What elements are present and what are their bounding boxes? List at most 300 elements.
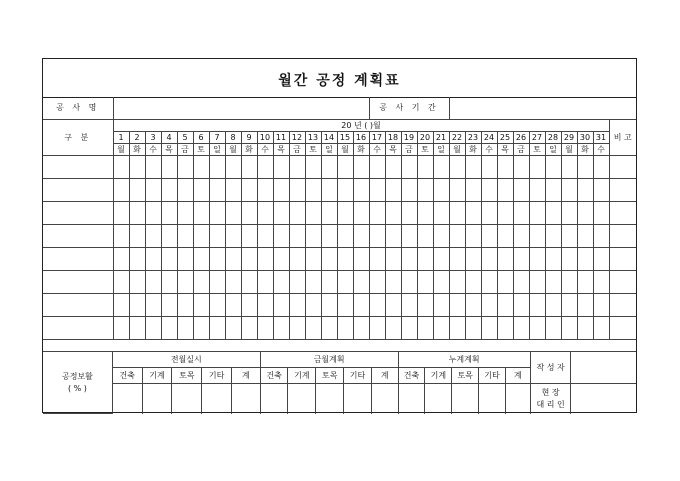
- day-cell[interactable]: [369, 224, 385, 247]
- day-cell[interactable]: [465, 155, 481, 178]
- rate-value-cell[interactable]: [288, 384, 316, 414]
- day-cell[interactable]: [209, 247, 225, 270]
- day-cell[interactable]: [241, 293, 257, 316]
- day-cell[interactable]: [417, 178, 433, 201]
- day-cell[interactable]: [289, 178, 305, 201]
- remarks-cell[interactable]: [609, 201, 636, 224]
- day-cell[interactable]: [593, 293, 609, 316]
- day-cell[interactable]: [385, 293, 401, 316]
- remarks-cell[interactable]: [609, 293, 636, 316]
- day-cell[interactable]: [353, 270, 369, 293]
- site-agent-field[interactable]: [571, 384, 636, 414]
- day-cell[interactable]: [145, 201, 161, 224]
- day-cell[interactable]: [241, 247, 257, 270]
- day-cell[interactable]: [417, 293, 433, 316]
- day-cell[interactable]: [289, 224, 305, 247]
- day-cell[interactable]: [129, 155, 145, 178]
- day-cell[interactable]: [497, 201, 513, 224]
- day-cell[interactable]: [465, 224, 481, 247]
- day-cell[interactable]: [369, 293, 385, 316]
- day-cell[interactable]: [321, 293, 337, 316]
- day-cell[interactable]: [321, 316, 337, 339]
- day-cell[interactable]: [577, 270, 593, 293]
- day-cell[interactable]: [593, 155, 609, 178]
- rate-value-cell[interactable]: [232, 384, 261, 414]
- day-cell[interactable]: [513, 247, 529, 270]
- day-cell[interactable]: [305, 178, 321, 201]
- day-cell[interactable]: [577, 178, 593, 201]
- day-cell[interactable]: [401, 247, 417, 270]
- day-cell[interactable]: [449, 201, 465, 224]
- day-cell[interactable]: [129, 178, 145, 201]
- day-cell[interactable]: [353, 155, 369, 178]
- day-cell[interactable]: [241, 270, 257, 293]
- day-cell[interactable]: [193, 224, 209, 247]
- day-cell[interactable]: [273, 270, 289, 293]
- day-cell[interactable]: [369, 178, 385, 201]
- day-cell[interactable]: [545, 178, 561, 201]
- day-cell[interactable]: [273, 155, 289, 178]
- category-cell[interactable]: [43, 201, 113, 224]
- day-cell[interactable]: [257, 293, 273, 316]
- category-cell[interactable]: [43, 155, 113, 178]
- day-cell[interactable]: [433, 293, 449, 316]
- day-cell[interactable]: [161, 224, 177, 247]
- day-cell[interactable]: [305, 224, 321, 247]
- day-cell[interactable]: [273, 293, 289, 316]
- rate-value-cell[interactable]: [142, 384, 172, 414]
- day-cell[interactable]: [305, 247, 321, 270]
- day-cell[interactable]: [145, 316, 161, 339]
- day-cell[interactable]: [369, 270, 385, 293]
- day-cell[interactable]: [129, 270, 145, 293]
- day-cell[interactable]: [225, 224, 241, 247]
- day-cell[interactable]: [129, 201, 145, 224]
- day-cell[interactable]: [481, 224, 497, 247]
- day-cell[interactable]: [561, 270, 577, 293]
- day-cell[interactable]: [257, 224, 273, 247]
- day-cell[interactable]: [545, 201, 561, 224]
- day-cell[interactable]: [513, 201, 529, 224]
- day-cell[interactable]: [433, 316, 449, 339]
- day-cell[interactable]: [401, 224, 417, 247]
- group-current-plan: 금월계획: [260, 352, 398, 368]
- day-cell[interactable]: [113, 270, 129, 293]
- day-cell[interactable]: [449, 178, 465, 201]
- remarks-cell[interactable]: [609, 247, 636, 270]
- day-cell[interactable]: [465, 316, 481, 339]
- day-cell[interactable]: [529, 178, 545, 201]
- day-cell[interactable]: [529, 293, 545, 316]
- day-cell[interactable]: [193, 155, 209, 178]
- day-cell[interactable]: [545, 247, 561, 270]
- day-cell[interactable]: [209, 270, 225, 293]
- day-cell[interactable]: [225, 270, 241, 293]
- weekday-label: 월: [561, 143, 577, 155]
- day-cell[interactable]: [273, 178, 289, 201]
- rate-value-cell[interactable]: [371, 384, 398, 414]
- day-cell[interactable]: [177, 224, 193, 247]
- day-cell[interactable]: [113, 178, 129, 201]
- day-cell[interactable]: [225, 247, 241, 270]
- day-cell[interactable]: [113, 247, 129, 270]
- day-cell[interactable]: [385, 201, 401, 224]
- day-cell[interactable]: [305, 201, 321, 224]
- weekday-label: 화: [577, 143, 593, 155]
- remarks-cell[interactable]: [609, 316, 636, 339]
- day-cell[interactable]: [529, 155, 545, 178]
- rate-value-cell[interactable]: [316, 384, 344, 414]
- day-cell[interactable]: [177, 293, 193, 316]
- day-cell[interactable]: [273, 224, 289, 247]
- day-cell[interactable]: [593, 178, 609, 201]
- day-cell[interactable]: [177, 178, 193, 201]
- day-cell[interactable]: [193, 201, 209, 224]
- remarks-cell[interactable]: [609, 178, 636, 201]
- day-cell[interactable]: [321, 270, 337, 293]
- day-cell[interactable]: [369, 201, 385, 224]
- weekday-label: 수: [481, 143, 497, 155]
- schedule-row: [43, 201, 636, 224]
- category-cell[interactable]: [43, 224, 113, 247]
- day-cell[interactable]: [385, 178, 401, 201]
- day-cell[interactable]: [497, 293, 513, 316]
- day-cell[interactable]: [385, 224, 401, 247]
- day-cell[interactable]: [481, 178, 497, 201]
- day-cell[interactable]: [433, 224, 449, 247]
- day-cell[interactable]: [193, 178, 209, 201]
- category-header: 기타: [202, 368, 232, 384]
- rate-value-cell[interactable]: [505, 384, 530, 414]
- weekday-label: 화: [353, 143, 369, 155]
- weekday-label: 화: [129, 143, 145, 155]
- day-cell[interactable]: [433, 178, 449, 201]
- day-cell[interactable]: [225, 316, 241, 339]
- day-cell[interactable]: [449, 224, 465, 247]
- day-cell[interactable]: [481, 247, 497, 270]
- day-cell[interactable]: [337, 155, 353, 178]
- day-cell[interactable]: [273, 247, 289, 270]
- day-cell[interactable]: [449, 316, 465, 339]
- day-cell[interactable]: [145, 155, 161, 178]
- title-area: [43, 59, 636, 98]
- rate-value-cell[interactable]: [112, 384, 142, 414]
- day-number: 3: [145, 131, 161, 143]
- day-cell[interactable]: [289, 155, 305, 178]
- day-cell[interactable]: [577, 316, 593, 339]
- day-cell[interactable]: [593, 201, 609, 224]
- day-cell[interactable]: [449, 247, 465, 270]
- day-cell[interactable]: [513, 316, 529, 339]
- day-cell[interactable]: [497, 178, 513, 201]
- day-cell[interactable]: [513, 178, 529, 201]
- rate-value-cell[interactable]: [172, 384, 202, 414]
- day-cell[interactable]: [321, 201, 337, 224]
- day-cell[interactable]: [337, 224, 353, 247]
- day-cell[interactable]: [561, 201, 577, 224]
- day-cell[interactable]: [113, 316, 129, 339]
- day-cell[interactable]: [385, 316, 401, 339]
- day-cell[interactable]: [577, 224, 593, 247]
- day-cell[interactable]: [481, 201, 497, 224]
- day-cell[interactable]: [353, 293, 369, 316]
- day-cell[interactable]: [529, 247, 545, 270]
- rate-value-cell[interactable]: [398, 384, 425, 414]
- day-cell[interactable]: [113, 155, 129, 178]
- remarks-cell[interactable]: [609, 270, 636, 293]
- day-cell[interactable]: [145, 270, 161, 293]
- project-name-field[interactable]: [113, 97, 369, 119]
- day-cell[interactable]: [401, 201, 417, 224]
- remarks-cell[interactable]: [609, 155, 636, 178]
- day-cell[interactable]: [193, 247, 209, 270]
- day-cell[interactable]: [545, 270, 561, 293]
- day-cell[interactable]: [513, 293, 529, 316]
- rate-value-cell[interactable]: [202, 384, 232, 414]
- day-cell[interactable]: [289, 293, 305, 316]
- day-cell[interactable]: [561, 224, 577, 247]
- day-cell[interactable]: [465, 178, 481, 201]
- day-cell[interactable]: [561, 316, 577, 339]
- day-cell[interactable]: [353, 178, 369, 201]
- day-cell[interactable]: [465, 293, 481, 316]
- day-cell[interactable]: [497, 224, 513, 247]
- day-cell[interactable]: [209, 224, 225, 247]
- day-cell[interactable]: [161, 155, 177, 178]
- day-cell[interactable]: [241, 155, 257, 178]
- day-cell[interactable]: [401, 316, 417, 339]
- day-cell[interactable]: [305, 316, 321, 339]
- day-cell[interactable]: [385, 155, 401, 178]
- day-cell[interactable]: [161, 293, 177, 316]
- rate-value-cell[interactable]: [452, 384, 479, 414]
- day-cell[interactable]: [369, 155, 385, 178]
- day-cell[interactable]: [353, 247, 369, 270]
- day-cell[interactable]: [449, 293, 465, 316]
- day-cell[interactable]: [161, 178, 177, 201]
- category-cell[interactable]: [43, 316, 113, 339]
- day-cell[interactable]: [561, 247, 577, 270]
- day-cell[interactable]: [241, 201, 257, 224]
- day-cell[interactable]: [145, 293, 161, 316]
- year-month-field[interactable]: 20 년 ( )월: [113, 119, 609, 131]
- day-cell[interactable]: [225, 155, 241, 178]
- author-field[interactable]: [571, 352, 636, 384]
- day-cell[interactable]: [529, 270, 545, 293]
- day-cell[interactable]: [465, 201, 481, 224]
- day-cell[interactable]: [593, 316, 609, 339]
- day-cell[interactable]: [257, 316, 273, 339]
- day-cell[interactable]: [209, 316, 225, 339]
- day-cell[interactable]: [289, 247, 305, 270]
- day-cell[interactable]: [161, 247, 177, 270]
- day-cell[interactable]: [257, 201, 273, 224]
- day-cell[interactable]: [129, 316, 145, 339]
- day-cell[interactable]: [145, 224, 161, 247]
- category-cell[interactable]: [43, 270, 113, 293]
- rate-value-cell[interactable]: [479, 384, 506, 414]
- rate-value-cell[interactable]: [260, 384, 288, 414]
- day-cell[interactable]: [177, 270, 193, 293]
- day-cell[interactable]: [417, 201, 433, 224]
- day-cell[interactable]: [433, 270, 449, 293]
- day-cell[interactable]: [449, 155, 465, 178]
- day-cell[interactable]: [209, 293, 225, 316]
- day-cell[interactable]: [113, 224, 129, 247]
- day-cell[interactable]: [241, 224, 257, 247]
- day-cell[interactable]: [385, 270, 401, 293]
- day-cell[interactable]: [209, 178, 225, 201]
- day-cell[interactable]: [593, 270, 609, 293]
- day-cell[interactable]: [481, 155, 497, 178]
- day-cell[interactable]: [545, 224, 561, 247]
- day-cell[interactable]: [321, 155, 337, 178]
- day-cell[interactable]: [193, 270, 209, 293]
- day-cell[interactable]: [289, 270, 305, 293]
- day-cell[interactable]: [337, 178, 353, 201]
- day-cell[interactable]: [545, 155, 561, 178]
- day-cell[interactable]: [113, 293, 129, 316]
- day-cell[interactable]: [353, 224, 369, 247]
- day-cell[interactable]: [417, 155, 433, 178]
- day-cell[interactable]: [497, 316, 513, 339]
- day-cell[interactable]: [161, 201, 177, 224]
- project-period-field[interactable]: [449, 97, 636, 119]
- day-cell[interactable]: [497, 270, 513, 293]
- day-cell[interactable]: [225, 178, 241, 201]
- day-cell[interactable]: [193, 293, 209, 316]
- day-cell[interactable]: [273, 201, 289, 224]
- schedule-row: [43, 224, 636, 247]
- day-cell[interactable]: [417, 224, 433, 247]
- day-cell[interactable]: [593, 247, 609, 270]
- day-cell[interactable]: [529, 224, 545, 247]
- day-cell[interactable]: [305, 270, 321, 293]
- rate-value-cell[interactable]: [425, 384, 452, 414]
- day-cell[interactable]: [193, 316, 209, 339]
- day-cell[interactable]: [241, 178, 257, 201]
- category-cell[interactable]: [43, 247, 113, 270]
- day-cell[interactable]: [369, 316, 385, 339]
- day-cell[interactable]: [385, 247, 401, 270]
- day-cell[interactable]: [577, 201, 593, 224]
- category-header: 계: [232, 368, 261, 384]
- remarks-cell[interactable]: [609, 224, 636, 247]
- day-cell[interactable]: [433, 247, 449, 270]
- day-cell[interactable]: [321, 247, 337, 270]
- day-cell[interactable]: [209, 201, 225, 224]
- day-cell[interactable]: [593, 224, 609, 247]
- day-cell[interactable]: [337, 293, 353, 316]
- day-cell[interactable]: [257, 270, 273, 293]
- day-cell[interactable]: [401, 270, 417, 293]
- day-cell[interactable]: [417, 316, 433, 339]
- day-cell[interactable]: [305, 293, 321, 316]
- day-cell[interactable]: [465, 270, 481, 293]
- day-cell[interactable]: [561, 293, 577, 316]
- day-cell[interactable]: [353, 316, 369, 339]
- category-header: 건축: [260, 368, 288, 384]
- day-number: 29: [561, 131, 577, 143]
- day-cell[interactable]: [481, 270, 497, 293]
- day-cell[interactable]: [129, 224, 145, 247]
- day-cell[interactable]: [337, 247, 353, 270]
- day-cell[interactable]: [481, 316, 497, 339]
- day-cell[interactable]: [161, 316, 177, 339]
- day-cell[interactable]: [257, 178, 273, 201]
- category-cell[interactable]: [43, 178, 113, 201]
- day-cell[interactable]: [129, 247, 145, 270]
- day-cell[interactable]: [513, 155, 529, 178]
- day-cell[interactable]: [321, 178, 337, 201]
- day-cell[interactable]: [113, 201, 129, 224]
- day-cell[interactable]: [273, 316, 289, 339]
- day-cell[interactable]: [161, 270, 177, 293]
- category-cell[interactable]: [43, 293, 113, 316]
- day-cell[interactable]: [305, 155, 321, 178]
- day-cell[interactable]: [513, 270, 529, 293]
- day-cell[interactable]: [561, 178, 577, 201]
- weekday-label: 월: [337, 143, 353, 155]
- schedule-row: [43, 178, 636, 201]
- day-cell[interactable]: [177, 155, 193, 178]
- day-cell[interactable]: [577, 247, 593, 270]
- day-cell[interactable]: [449, 270, 465, 293]
- day-cell[interactable]: [529, 316, 545, 339]
- day-cell[interactable]: [481, 293, 497, 316]
- day-cell[interactable]: [369, 247, 385, 270]
- day-cell[interactable]: [225, 201, 241, 224]
- day-cell[interactable]: [577, 293, 593, 316]
- day-cell[interactable]: [321, 224, 337, 247]
- day-cell[interactable]: [417, 247, 433, 270]
- day-cell[interactable]: [433, 201, 449, 224]
- day-cell[interactable]: [257, 247, 273, 270]
- day-cell[interactable]: [401, 155, 417, 178]
- day-cell[interactable]: [289, 201, 305, 224]
- day-cell[interactable]: [497, 247, 513, 270]
- day-cell[interactable]: [353, 201, 369, 224]
- day-cell[interactable]: [289, 316, 305, 339]
- day-cell[interactable]: [241, 316, 257, 339]
- day-cell[interactable]: [129, 293, 145, 316]
- day-cell[interactable]: [545, 293, 561, 316]
- day-cell[interactable]: [337, 201, 353, 224]
- day-cell[interactable]: [257, 155, 273, 178]
- day-cell[interactable]: [401, 293, 417, 316]
- day-cell[interactable]: [145, 247, 161, 270]
- day-cell[interactable]: [529, 201, 545, 224]
- day-cell[interactable]: [337, 270, 353, 293]
- day-cell[interactable]: [401, 178, 417, 201]
- day-cell[interactable]: [177, 316, 193, 339]
- day-cell[interactable]: [577, 155, 593, 178]
- day-cell[interactable]: [561, 155, 577, 178]
- day-cell[interactable]: [545, 316, 561, 339]
- day-cell[interactable]: [177, 247, 193, 270]
- day-cell[interactable]: [177, 201, 193, 224]
- day-cell[interactable]: [417, 270, 433, 293]
- day-cell[interactable]: [209, 155, 225, 178]
- day-cell[interactable]: [225, 293, 241, 316]
- day-cell[interactable]: [465, 247, 481, 270]
- day-cell[interactable]: [433, 155, 449, 178]
- day-cell[interactable]: [337, 316, 353, 339]
- day-cell[interactable]: [513, 224, 529, 247]
- day-cell[interactable]: [497, 155, 513, 178]
- rate-value-cell[interactable]: [344, 384, 372, 414]
- day-cell[interactable]: [145, 178, 161, 201]
